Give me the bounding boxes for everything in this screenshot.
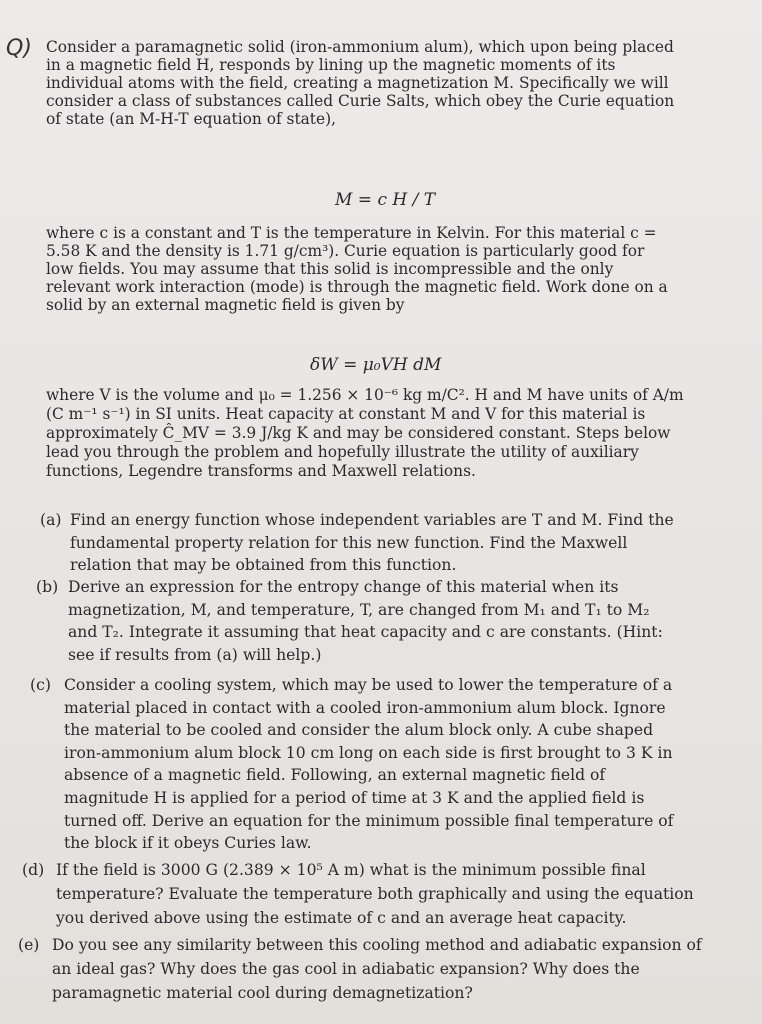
question-marker: Q): [6, 36, 32, 61]
part-e-text: Do you see any similarity between this cooling method and adiabatic expansion of an ideal gas? Why does the gas cool in adiabatic expansion? Why does the paramagnetic material cool during demagnetization?: [52, 936, 702, 1002]
intro-paragraph-2: where c is a constant and T is the temperature in Kelvin. For this material c = 5.58 K and the density is 1.71 g/cm³). Curie equation is particularly good for low fields. You may assume that this solid is incompressible and the only relevant work interaction (mode) is through the magnetic field. Work done on a solid by an external magnetic field is given by: [46, 224, 668, 314]
intro-paragraph-1: Consider a paramagnetic solid (iron-ammonium alum), which upon being placed in a magnetic field H, responds by lining up the magnetic moments of its individual atoms with the field, creating a magnetization M. Specifically we will consider a class of substances called Curie Salts, which obey the Curie equation of state (an M-H-T equation of state),: [46, 38, 675, 128]
part-c-label: (c): [30, 676, 51, 694]
part-c: [30, 674, 690, 855]
part-b-text: Derive an expression for the entropy change of this material when its magnetization, M, and temperature, T, are changed from M₁ and T₁ to M₂ and T₂. Integrate it assuming that heat capacity and c are constants. (Hint: see if results from (a) will help.): [68, 578, 663, 664]
part-a-text: Find an energy function whose independent variables are T and M. Find the fundamental property relation for this new function. Find the Maxwell relation that may be obtained from this function.: [70, 511, 674, 575]
part-d: [22, 858, 700, 930]
part-a: [40, 509, 680, 577]
part-b-label: (b): [36, 578, 59, 596]
curie-equation: M = c H / T: [335, 190, 436, 210]
part-d-label: (d): [22, 861, 45, 879]
part-d-text: If the field is 3000 G (2.389 × 10⁵ A m) what is the minimum possible final temperature? Evaluate the temperature both graphically and using the equation you derived above using the estimate of c and an average heat capacity.: [56, 861, 694, 927]
part-e-label: (e): [18, 936, 40, 954]
work-equation: δW = μ₀VH dM: [310, 355, 442, 375]
part-b: [36, 576, 680, 666]
part-e: [18, 933, 702, 1005]
intro-paragraph-3: where V is the volume and μ₀ = 1.256 × 10⁻⁶ kg m/C². H and M have units of A/m (C m⁻¹ s⁻¹) in SI units. Heat capacity at constant M and V for this material is approximately Ĉ_MV = 3.9 J/kg K and may be considered constant. Steps below lead you through the problem and hopefully illustrate the utility of auxiliary functions, Legendre transforms and Maxwell relations.: [46, 386, 684, 480]
part-a-label: (a): [40, 511, 62, 529]
part-c-text: Consider a cooling system, which may be used to lower the temperature of a material placed in contact with a cooled iron-ammonium alum block. Ignore the material to be cooled and consider the alum block only. A cube shaped iron-ammonium alum block 10 cm long on each side is first brought to 3 K in absence of a magnetic field. Following, an external magnetic field of magnitude H is applied for a period of time at 3 K and the applied field is turned off. Derive an equation for the minimum possible final temperature of the block if it obeys Curies law.: [64, 676, 674, 853]
